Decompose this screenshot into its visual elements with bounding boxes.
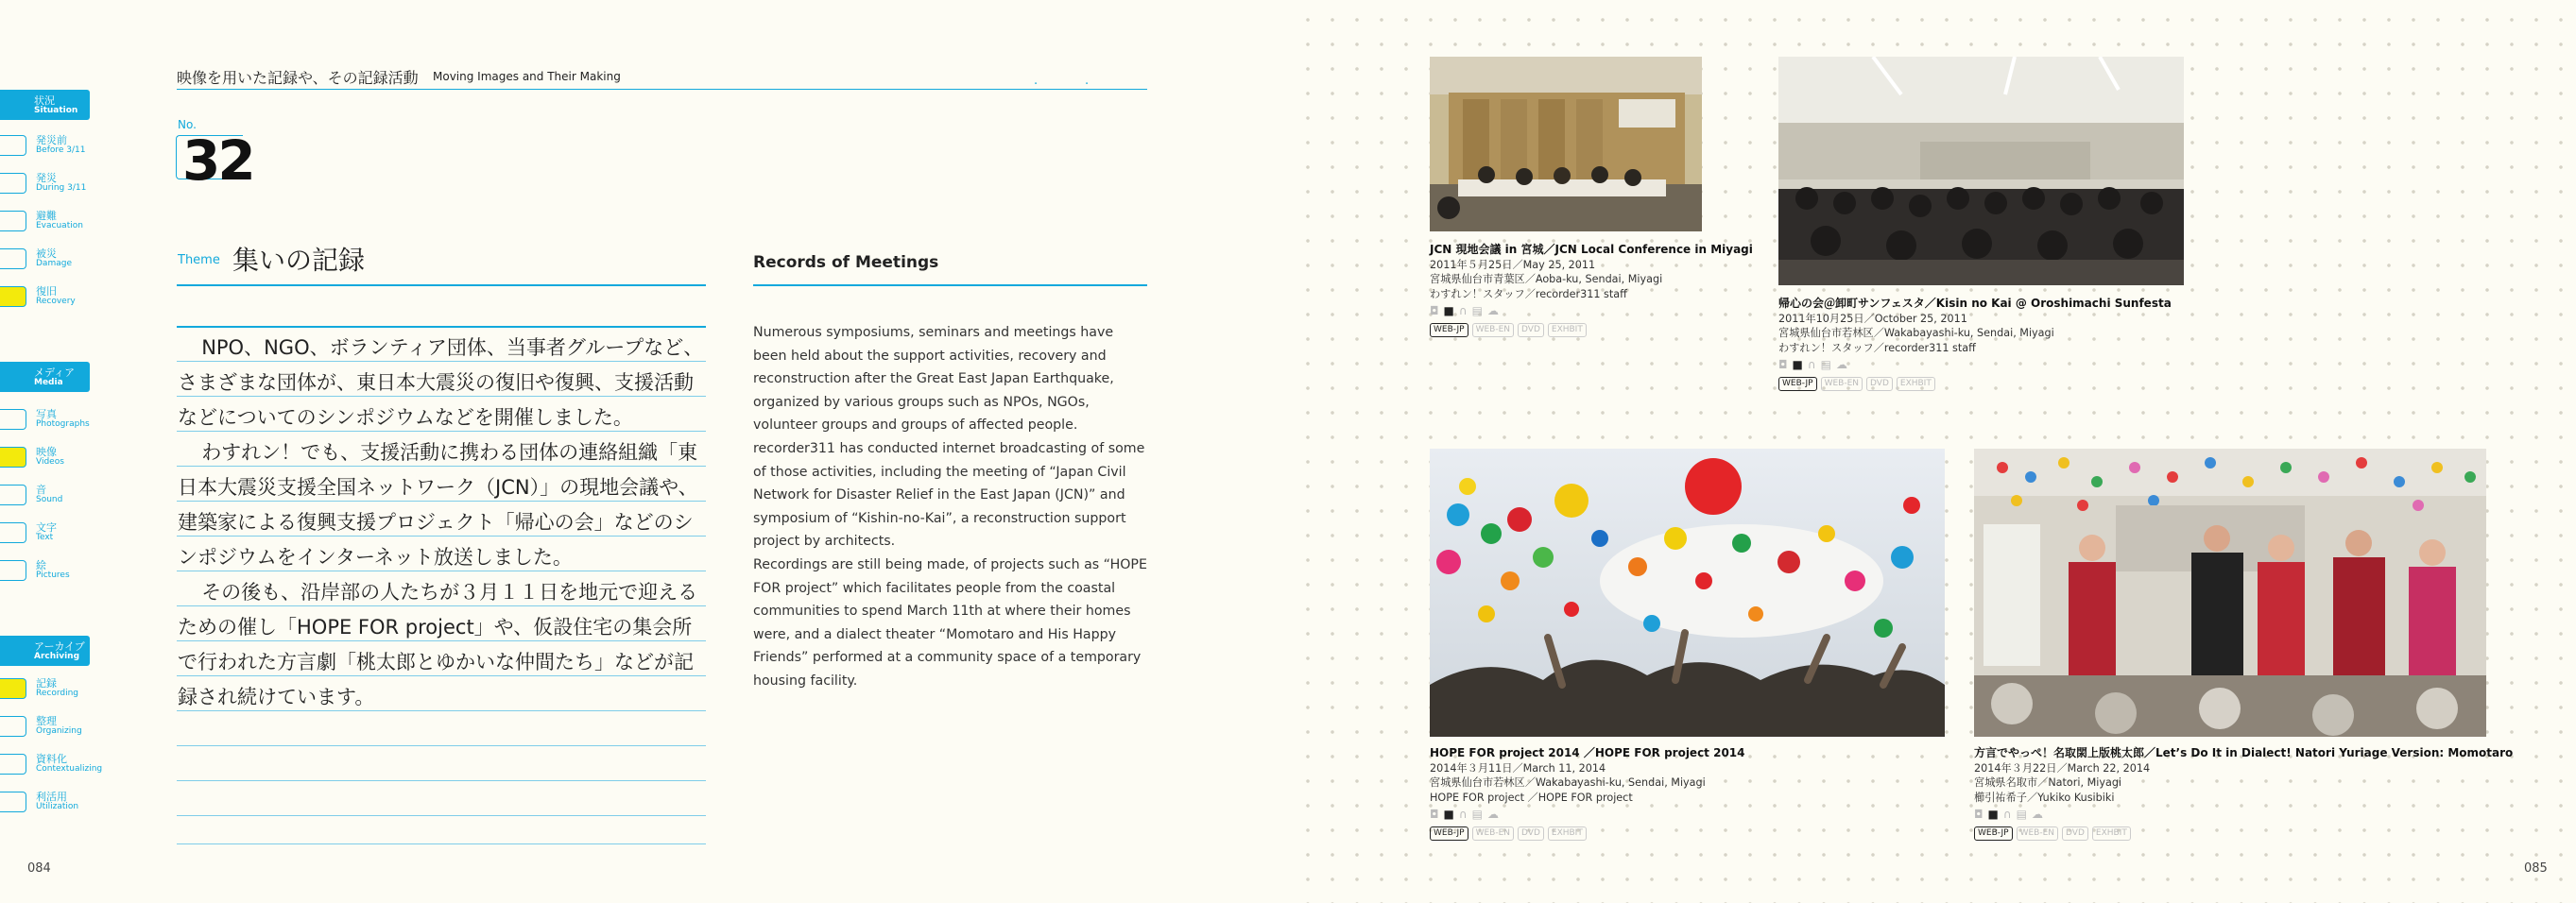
photo-momotaro-theater[interactable] <box>1974 449 2486 737</box>
sidebar-item-during-311[interactable] <box>0 170 94 196</box>
title-underline-en <box>753 284 1147 286</box>
sidebar-item-contextualizing[interactable] <box>0 751 103 777</box>
headphones-icon: ∩ <box>1458 304 1468 317</box>
checkbox <box>0 409 26 430</box>
checkbox <box>0 485 26 505</box>
paragraph-jp: NPO、NGO、ボランティア団体、当事者グループなど、さまざまな団体が、東日本大震災の復旧や復興、支援活動などについてのシンポジウムなどを開催しました。 <box>178 336 704 429</box>
page-number-right: 085 <box>2524 861 2548 876</box>
body-text-jp <box>178 331 707 715</box>
section-label-en: Media <box>34 378 63 387</box>
photo-kisin-no-kai[interactable] <box>1778 57 2184 285</box>
caption-title: 帰心の会＠卸町サンフェスタ／Kisin no Kai @ Oroshimachi Sunfesta <box>1778 297 2172 310</box>
checkbox <box>0 560 26 581</box>
page-header <box>177 66 1147 90</box>
caption-place: 宮城県仙台市若林区／Wakabayashi-ku, Sendai, Miyagi <box>1778 327 2054 339</box>
video-icon: ■ <box>1443 304 1454 317</box>
caption-date: 2011年５月25日／May 25, 2011 <box>1430 258 1596 271</box>
checkbox-checked <box>0 447 26 468</box>
sidebar-item-recording[interactable] <box>0 675 94 702</box>
caption-credit: 櫛引祐希子／Yukiko Kusibiki <box>1974 791 2115 804</box>
sidebar-item-sound[interactable] <box>0 482 94 508</box>
item-label-en: Evacuation <box>36 221 83 230</box>
checkbox <box>0 135 26 156</box>
photo-hope-for-project[interactable] <box>1430 449 1945 737</box>
section-label-jp: メディア <box>34 366 76 379</box>
badge-dvd[interactable]: DVD <box>1518 323 1544 337</box>
camera-icon: ◘ <box>1430 304 1439 317</box>
caption-place: 宮城県仙台市若林区／Wakabayashi-ku, Sendai, Miyagi <box>1430 776 1706 789</box>
checkbox <box>0 211 26 231</box>
decorative-dot: . <box>1034 74 1039 88</box>
caption-kisin-no-kai <box>1778 297 2172 391</box>
caption-credit: HOPE FOR project ／HOPE FOR project <box>1430 791 1633 804</box>
ruled-line <box>177 815 706 816</box>
sidebar-item-photographs[interactable] <box>0 406 94 433</box>
sidebar-item-videos[interactable] <box>0 444 94 470</box>
text-icon: ▤ <box>2016 808 2027 821</box>
video-icon: ■ <box>1987 808 1999 821</box>
decorative-dot: . <box>1085 74 1090 88</box>
item-label-jp: 写真 <box>36 408 57 420</box>
ruled-line <box>177 745 706 746</box>
item-label-en: Utilization <box>36 802 79 811</box>
title-underline <box>177 284 706 286</box>
paragraph-en: recorder311 has conducted internet broadcasting of some of those activities, including the meeting of “Japan Civil Network for Disaster Relief in the East Japan (JCN)” and symposium of “Kishin-no-Kai”, a reconstruction support project by architects. <box>753 440 1145 550</box>
text-icon: ▤ <box>1820 358 1831 371</box>
camera-icon: ◘ <box>1778 358 1788 371</box>
section-label-jp: 状況 <box>34 94 55 107</box>
caption-date: 2014年３月11日／March 11, 2014 <box>1430 761 1606 775</box>
badge-web-jp[interactable]: WEB-JP <box>1974 826 2013 841</box>
video-icon: ■ <box>1443 808 1454 821</box>
item-label-en: Videos <box>36 457 64 467</box>
badge-web-en[interactable]: WEB-EN <box>1821 377 1863 391</box>
checkbox <box>0 173 26 194</box>
ruled-line <box>177 780 706 781</box>
caption-credit: わすれン！スタッフ／recorder311 staff <box>1430 287 1627 300</box>
video-icon: ■ <box>1792 358 1803 371</box>
sidebar-item-evacuation[interactable] <box>0 208 94 234</box>
media-icons <box>1430 304 1753 319</box>
checkbox-checked <box>0 678 26 699</box>
item-label-jp: 利活用 <box>36 791 67 803</box>
headphones-icon: ∩ <box>1458 808 1468 821</box>
item-label-en: Photographs <box>36 419 90 429</box>
caption-hope-for-project <box>1430 746 1745 841</box>
photo-image <box>1778 57 2184 285</box>
photo-image <box>1974 449 2486 737</box>
text-icon: ▤ <box>1471 808 1483 821</box>
camera-icon: ◘ <box>1974 808 1984 821</box>
sidebar-section-media[interactable] <box>0 362 90 392</box>
badge-web-jp[interactable]: WEB-JP <box>1430 323 1468 337</box>
section-label-jp: アーカイブ <box>34 640 85 653</box>
item-label-jp: 絵 <box>36 559 46 571</box>
item-label-en: Recovery <box>36 297 76 306</box>
item-label-en: Text <box>36 533 54 542</box>
item-label-jp: 復旧 <box>36 285 57 298</box>
right-page <box>1288 0 2576 903</box>
format-badges <box>1430 826 1745 841</box>
caption-jcn <box>1430 243 1753 337</box>
caption-title: 方言でやっぺ！名取閖上版桃太郎／Let’s Do It in Dialect! Natori Yuriage Version: Momotaro <box>1974 746 2514 759</box>
page-title-jp: 集いの記録 <box>232 245 366 276</box>
pictures-icon: ☁ <box>1486 808 1499 821</box>
caption-title: JCN 現地会議 in 宮城／JCN Local Conference in Miyagi <box>1430 243 1753 256</box>
text-icon: ▤ <box>1471 304 1483 317</box>
media-icons <box>1430 808 1745 823</box>
item-label-jp: 記録 <box>36 677 57 690</box>
item-label-en: Damage <box>36 259 72 268</box>
item-label-jp: 整理 <box>36 715 57 727</box>
item-label-jp: 資料化 <box>36 753 67 765</box>
paragraph-jp: その後も、沿岸部の人たちが３月１１日を地元で迎えるための催し「HOPE FOR project」や、仮設住宅の集会所で行われた方言劇「桃太郎とゆかいな仲間たち」などが記録され続けています。 <box>178 581 698 708</box>
sidebar-item-organizing[interactable] <box>0 713 94 740</box>
section-label-en: Archiving <box>34 652 80 661</box>
badge-exhibit[interactable]: EXHBIT <box>2092 826 2131 841</box>
photo-jcn-conference[interactable] <box>1430 57 1702 231</box>
format-badges <box>1974 826 2513 841</box>
item-label-en: Recording <box>36 689 79 698</box>
item-label-jp: 音 <box>36 484 46 496</box>
sidebar-item-recovery[interactable] <box>0 283 94 310</box>
item-label-jp: 被災 <box>36 247 57 260</box>
page-number-left: 084 <box>27 861 51 876</box>
checkbox <box>0 716 26 737</box>
item-label-en: During 3/11 <box>36 183 87 193</box>
sidebar-item-before-311[interactable] <box>0 132 94 159</box>
page-title-en: Records of Meetings <box>753 253 939 272</box>
media-icons <box>1974 808 2513 823</box>
badge-web-en[interactable]: WEB-EN <box>1472 826 1514 841</box>
photo-image <box>1430 57 1702 231</box>
checkbox <box>0 792 26 812</box>
caption-credit: わすれン！スタッフ／recorder311 staff <box>1778 341 1976 354</box>
badge-dvd[interactable]: DVD <box>2062 826 2088 841</box>
photo-image <box>1430 449 1945 737</box>
sidebar-section-archiving[interactable] <box>0 636 90 666</box>
number-label: No. <box>178 118 197 131</box>
item-label-jp: 発災 <box>36 172 57 184</box>
caption-place: 宮城県名取市／Natori, Miyagi <box>1974 776 2122 789</box>
badge-dvd[interactable]: DVD <box>1518 826 1544 841</box>
sidebar-item-pictures[interactable] <box>0 557 94 584</box>
format-badges <box>1778 377 2172 391</box>
badge-exhibit[interactable]: EXHBIT <box>1897 377 1935 391</box>
paragraph-en: Numerous symposiums, seminars and meetings have been held about the support activities, recovery and reconstruction after the Great East Japan Earthquake, organized by various groups such as NPOs, NGOs, volunteer groups and groups of affected people. <box>753 325 1114 434</box>
item-label-en: Pictures <box>36 571 70 580</box>
badge-exhibit[interactable]: EXHBIT <box>1548 323 1587 337</box>
checkbox-checked <box>0 286 26 307</box>
body-text-en <box>753 321 1150 693</box>
headphones-icon: ∩ <box>1807 358 1816 371</box>
checkbox <box>0 248 26 269</box>
camera-icon: ◘ <box>1430 808 1439 821</box>
sidebar-item-text[interactable] <box>0 520 94 546</box>
pictures-icon: ☁ <box>2031 808 2043 821</box>
paragraph-en: Recordings are still being made, of projects such as “HOPE FOR project” which facilitates people from the coastal communities to spend March 11th at where their homes were, and a dialect theater “Momotaro and His Happy Friends” performed at a community space of a temporary housing facility. <box>753 556 1147 689</box>
pictures-icon: ☁ <box>1835 358 1847 371</box>
headphones-icon: ∩ <box>2002 808 2012 821</box>
badge-dvd[interactable]: DVD <box>1866 377 1893 391</box>
item-label-en: Organizing <box>36 726 82 736</box>
caption-momotaro <box>1974 746 2513 841</box>
caption-date: 2014年３月22日／March 22, 2014 <box>1974 761 2151 775</box>
badge-web-jp[interactable]: WEB-JP <box>1430 826 1468 841</box>
caption-title: HOPE FOR project 2014 ／HOPE FOR project 2014 <box>1430 746 1745 759</box>
badge-web-jp[interactable]: WEB-JP <box>1778 377 1817 391</box>
paragraph-jp: わすれン！でも、支援活動に携わる団体の連絡組織「東日本大震災支援全国ネットワーク（JCN）」の現地会議や、建築家による復興支援プロジェクト「帰心の会」などのシンポジウムをインターネット放送しました。 <box>178 441 698 569</box>
checkbox <box>0 754 26 775</box>
checkbox <box>0 522 26 543</box>
sidebar-section-situation[interactable] <box>0 90 90 120</box>
item-label-jp: 発災前 <box>36 134 67 146</box>
item-label-en: Before 3/11 <box>36 145 86 155</box>
pictures-icon: ☁ <box>1486 304 1499 317</box>
theme-label: Theme <box>178 253 220 267</box>
badge-web-en[interactable]: WEB-EN <box>2017 826 2058 841</box>
item-label-jp: 映像 <box>36 446 57 458</box>
ruled-line <box>177 326 706 328</box>
format-badges <box>1430 323 1753 337</box>
sidebar-item-damage[interactable] <box>0 246 94 272</box>
media-icons <box>1778 358 2172 373</box>
section-label-en: Situation <box>34 106 78 115</box>
item-number: 32 <box>182 128 253 193</box>
caption-place: 宮城県仙台市青葉区／Aoba-ku, Sendai, Miyagi <box>1430 273 1663 285</box>
item-label-en: Contextualizing <box>36 764 103 774</box>
item-label-en: Sound <box>36 495 63 504</box>
sidebar-item-utilization[interactable] <box>0 789 94 815</box>
ruled-line <box>177 843 706 844</box>
badge-web-en[interactable]: WEB-EN <box>1472 323 1514 337</box>
item-label-jp: 避難 <box>36 210 57 222</box>
badge-exhibit[interactable]: EXHBIT <box>1548 826 1587 841</box>
header-title-en: Moving Images and Their Making <box>433 70 621 83</box>
header-title-jp: 映像を用いた記録や、その記録活動 <box>177 69 419 87</box>
item-label-jp: 文字 <box>36 521 57 534</box>
caption-date: 2011年10月25日／October 25, 2011 <box>1778 312 1967 325</box>
